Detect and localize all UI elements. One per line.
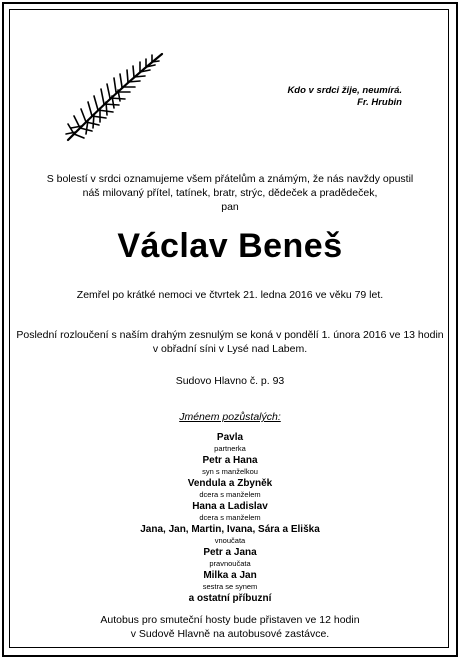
list-item — [0, 454, 460, 477]
quote-text: Kdo v srdci žije, neumírá. — [287, 85, 402, 96]
list-item — [0, 477, 460, 500]
announcement-intro — [0, 172, 460, 214]
list-item — [0, 500, 460, 523]
mourners-heading — [0, 411, 460, 423]
deceased-name: Václav Beneš — [117, 227, 343, 265]
list-item — [0, 523, 460, 546]
funeral-line: v obřadní síni v Lysé nad Labem. — [152, 343, 308, 355]
mourner-relation: pravnoučata — [209, 559, 251, 568]
bus-line: Autobus pro smuteční hosty bude přistaven ve 12 hodin — [100, 614, 360, 626]
bus-line: v Sudově Hlavně na autobusové zastávce. — [130, 628, 330, 640]
mourner-name: a ostatní příbuzní — [188, 593, 272, 604]
list-item — [0, 569, 460, 592]
mourners-heading-text: Jménem pozůstalých: — [179, 411, 281, 423]
list-item — [0, 592, 460, 605]
mourners-list — [0, 431, 460, 605]
bus-notice — [0, 613, 460, 641]
mourner-name: Pavla — [216, 432, 244, 443]
mourner-name: Petr a Jana — [203, 547, 257, 558]
quote — [287, 85, 402, 109]
mourner-name: Vendula a Zbyněk — [187, 478, 273, 489]
mourner-name: Hana a Ladislav — [192, 501, 268, 512]
address: Sudovo Hlavno č. p. 93 — [175, 375, 285, 387]
quote-author: Fr. Hrubin — [357, 97, 402, 108]
funeral-line: Poslední rozloučení s naším drahým zesnulým se koná v pondělí 1. února 2016 ve 13 hodin — [16, 329, 444, 341]
list-item — [0, 546, 460, 569]
intro-line: náš milovaný přítel, tatínek, bratr, strýc, dědeček a pradědeček, — [82, 187, 378, 199]
intro-line: pan — [221, 201, 239, 213]
mourner-relation: syn s manželkou — [202, 467, 258, 476]
mourner-relation: sestra se synem — [202, 582, 258, 591]
mourner-relation: dcera s manželem — [199, 513, 261, 522]
intro-line: S bolestí v srdci oznamujeme všem přátelům a známým, že nás navždy opustil — [46, 173, 414, 185]
mourner-name: Jana, Jan, Martin, Ivana, Sára a Eliška — [140, 524, 320, 535]
mourner-relation: partnerka — [214, 444, 246, 453]
list-item — [0, 431, 460, 454]
mourner-name: Petr a Hana — [202, 455, 258, 466]
mourner-relation: dcera s manželem — [199, 490, 261, 499]
mourner-name: Milka a Jan — [203, 570, 257, 581]
pine-branch-icon — [60, 48, 170, 148]
funeral-info — [0, 328, 460, 356]
mourner-relation: vnoučata — [214, 536, 246, 545]
death-notice: Zemřel po krátké nemoci ve čtvrtek 21. ledna 2016 ve věku 79 let. — [76, 289, 384, 301]
